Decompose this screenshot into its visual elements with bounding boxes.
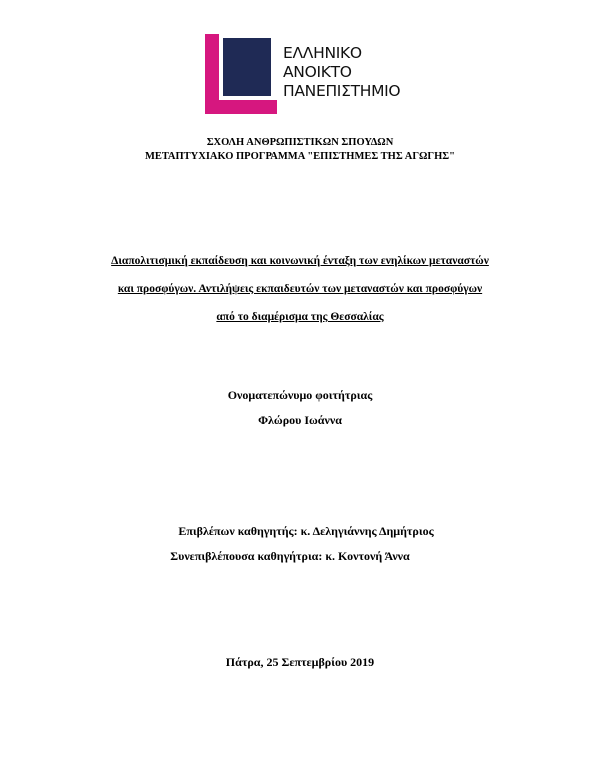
university-logo <box>205 34 405 116</box>
logo-line-2: ΑΝΟΙΚΤΟ <box>283 63 352 81</box>
school-name: ΣΧΟΛΗ ΑΝΘΡΩΠΙΣΤΙΚΩΝ ΣΠΟΥΔΩΝ <box>206 137 394 148</box>
supervisor: Επιβλέπων καθηγητής: κ. Δεληγιάννης Δημήτριος <box>178 524 434 538</box>
co-supervisor: Συνεπιβλέπουσα καθηγήτρια: κ. Κοντονή Άννα <box>170 549 410 563</box>
student-block <box>0 383 600 433</box>
school-heading <box>0 136 600 164</box>
student-label: Ονοματεπώνυμο φοιτήτριας <box>227 388 373 402</box>
supervisors-block <box>0 519 600 569</box>
place-date: Πάτρα, 25 Σεπτεμβρίου 2019 <box>225 655 375 669</box>
student-name: Φλώρου Ιωάννα <box>258 413 342 427</box>
university-logo-text <box>283 44 400 101</box>
program-name: ΜΕΤΑΠΤΥΧΙΑΚΟ ΠΡΟΓΡΑΜΜΑ "ΕΠΙΣΤΗΜΕΣ ΤΗΣ ΑΓΩΓΗΣ" <box>145 151 455 162</box>
logo-line-1: ΕΛΛΗΝΙΚΟ <box>283 44 362 62</box>
thesis-title <box>60 247 540 331</box>
thesis-title-line-1: Διαπολιτισμική εκπαίδευση και κοινωνική ένταξη των ενηλίκων μεταναστών <box>111 255 489 267</box>
university-logo-icon <box>205 34 281 116</box>
thesis-title-line-2: και προσφύγων. Αντιλήψεις εκπαιδευτών των μεταναστών και προσφύγων <box>117 283 483 295</box>
thesis-title-line-3: από το διαμέρισμα της Θεσσαλίας <box>216 311 384 323</box>
logo-line-3: ΠΑΝΕΠΙΣΤΗΜΙΟ <box>283 82 401 100</box>
